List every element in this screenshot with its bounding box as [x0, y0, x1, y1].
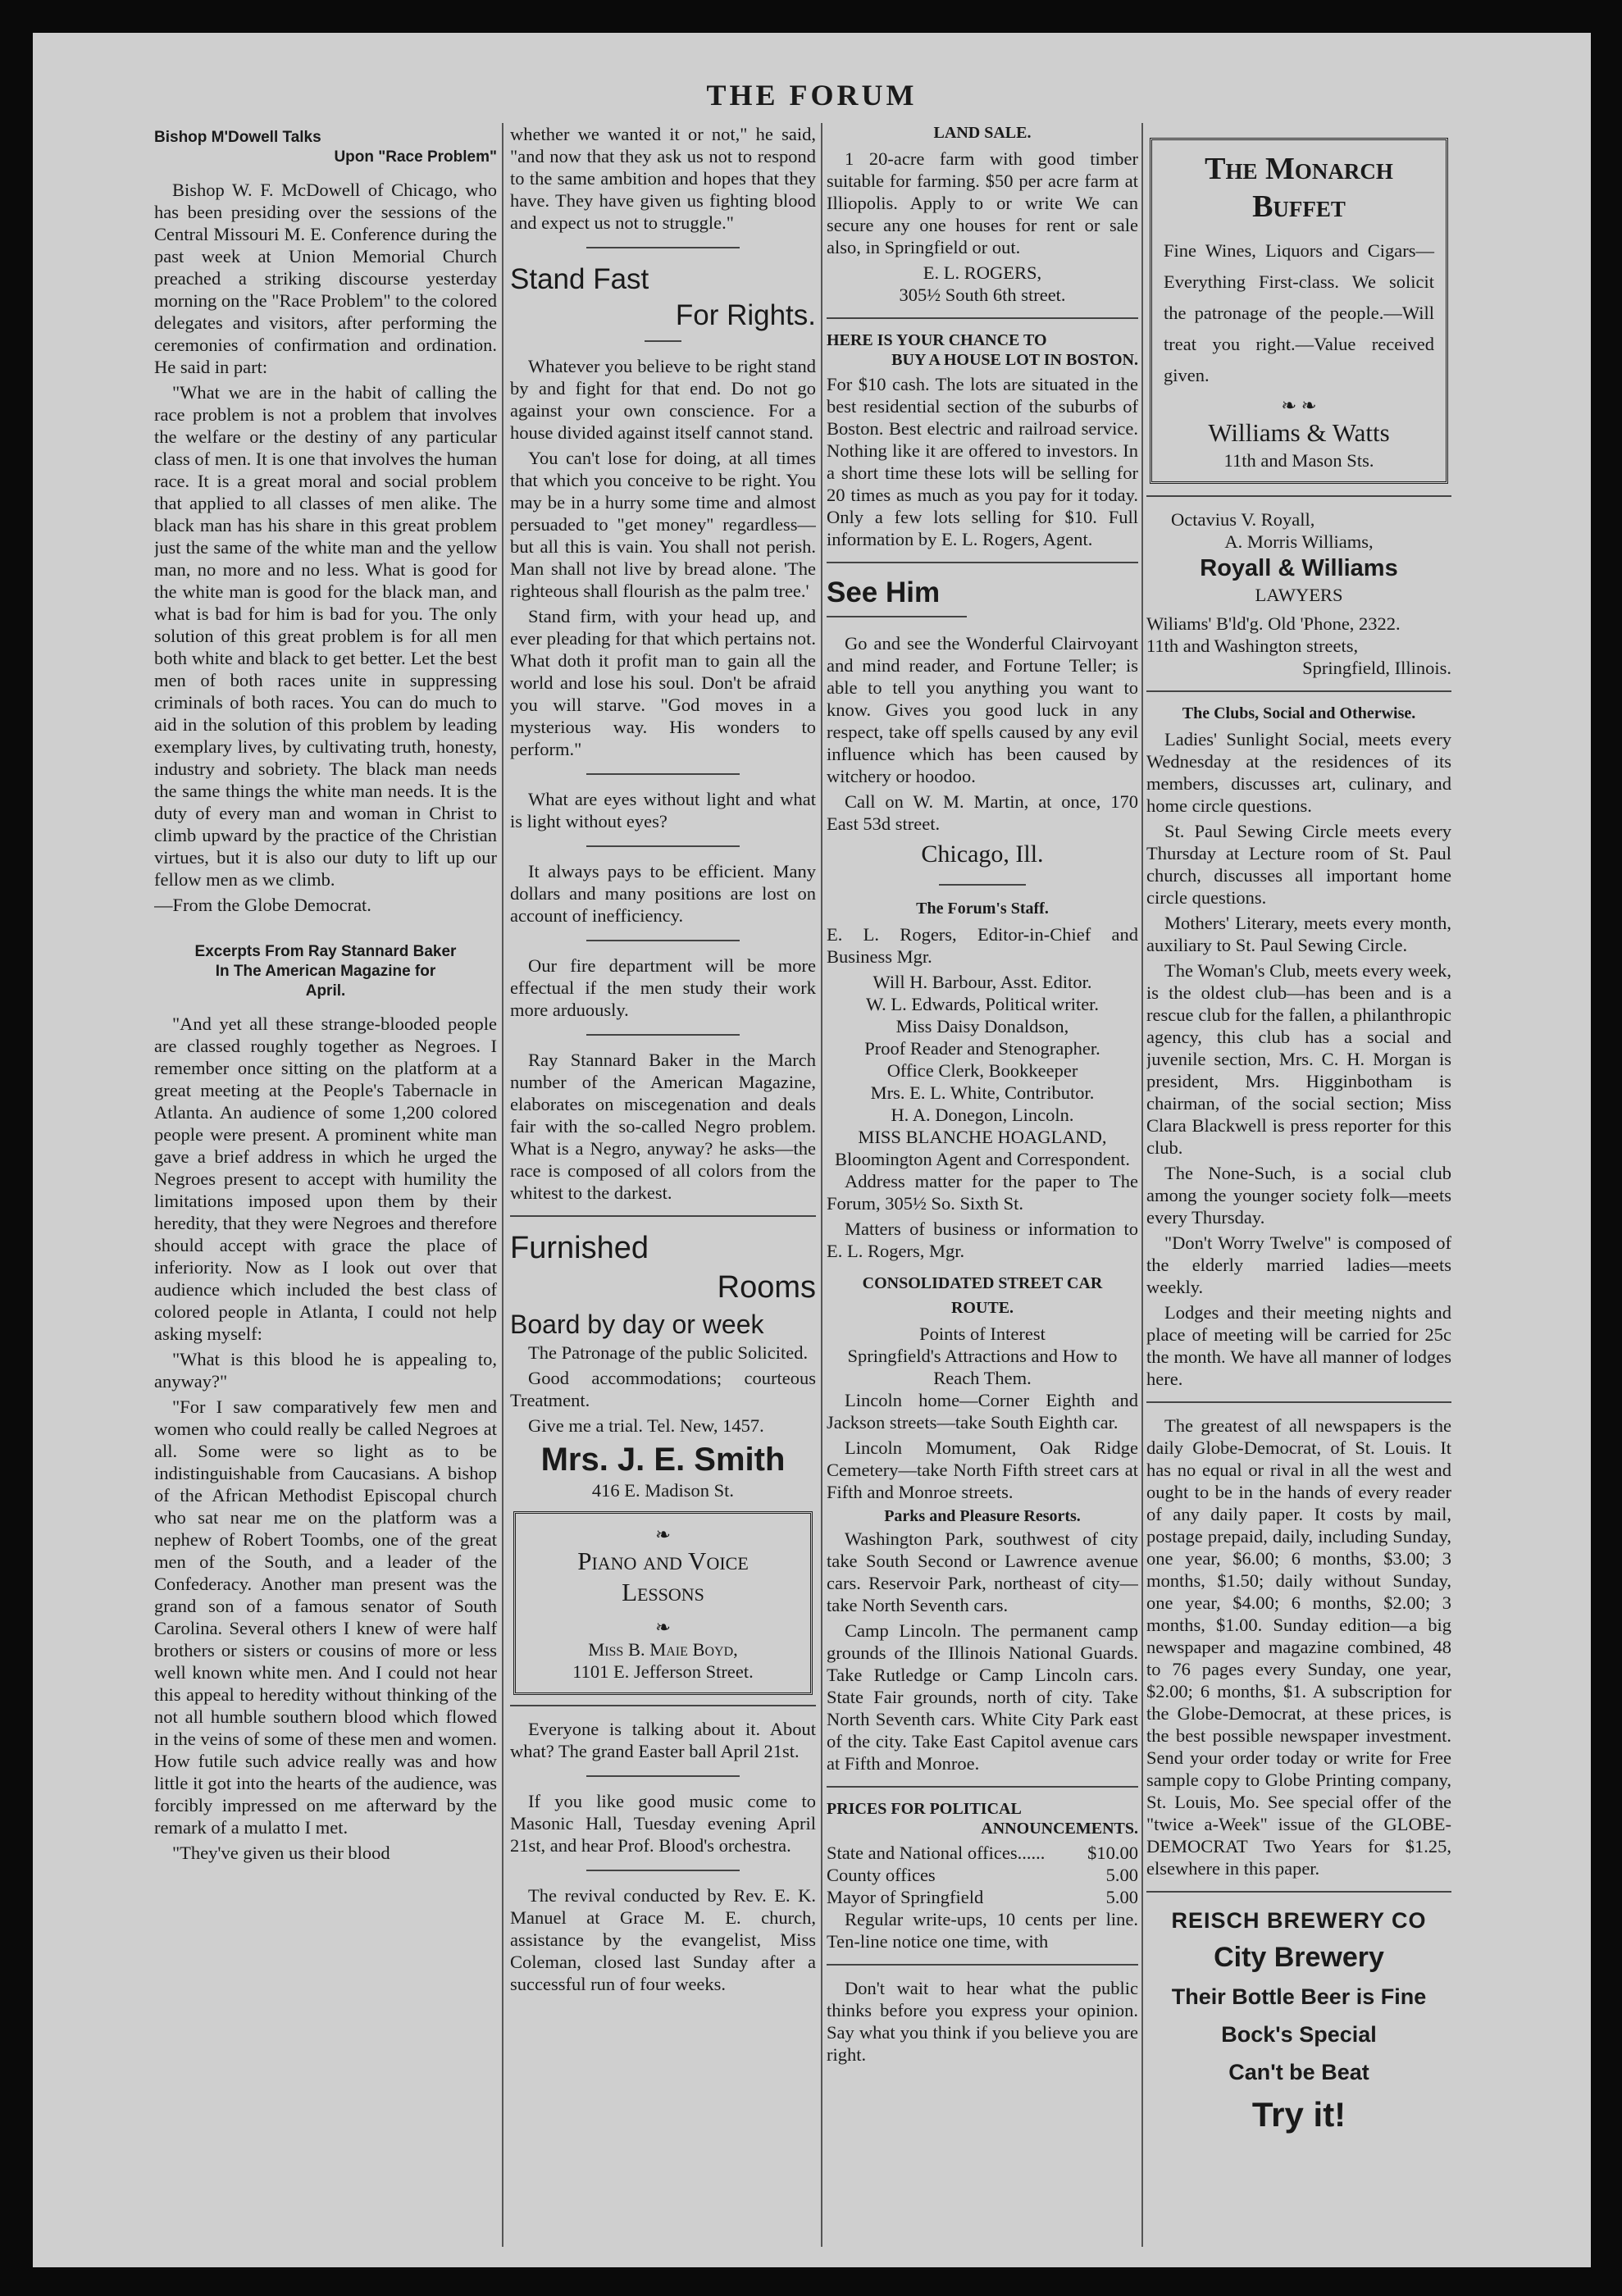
headline: PRICES FOR POLITICAL	[827, 1800, 1022, 1818]
ad-address: 1101 E. Jefferson Street.	[572, 1661, 754, 1682]
divider	[586, 247, 740, 248]
column-rule	[502, 123, 503, 2247]
divider	[586, 1775, 740, 1777]
article-paragraph: Whatever you believe to be right stand by and fight for that end. Do not go against your own conscience. For a house divided against itself cannot stand.	[510, 356, 816, 443]
firm-address: Springfield, Illinois.	[1302, 658, 1451, 678]
ad-signature: E. L. ROGERS,	[923, 262, 1042, 283]
club-entry: Ladies' Sunlight Social, meets every Wednesday at the residences of its members, discusses art, culinary, and home circle questions.	[1146, 729, 1451, 816]
divider	[586, 1870, 740, 1871]
monarch-buffet-ad	[1150, 138, 1448, 484]
club-entry: St. Paul Sewing Circle meets every Thursday at Lecture room of St. Paul church, discusses all important home circle questions.	[1146, 821, 1451, 908]
divider	[827, 616, 967, 617]
divider	[645, 340, 681, 342]
headline: BUY A HOUSE LOT IN BOSTON.	[891, 351, 1138, 369]
divider	[1146, 1891, 1451, 1893]
staff-entry: Office Clerk, Bookkeeper	[886, 1060, 1078, 1081]
lawyer-name: A. Morris Williams,	[1224, 531, 1374, 552]
ad-name: Miss B. Maie Boyd,	[588, 1639, 738, 1660]
staff-entry: W. L. Edwards, Political writer.	[865, 994, 1100, 1014]
headline: Bishop M'Dowell Talks	[154, 129, 321, 146]
headline: Upon "Race Problem"	[334, 148, 497, 166]
route-entry: Lincoln Momument, Oak Ridge Cemetery—take North Fifth street cars at Fifth and Monroe streets.	[827, 1437, 1138, 1502]
divider	[827, 317, 1138, 319]
firm-subtitle: LAWYERS	[1255, 585, 1343, 605]
piano-lessons-ad	[513, 1511, 813, 1695]
headline-for-rights: For Rights.	[675, 299, 816, 331]
subheading: Parks and Pleasure Resorts.	[884, 1507, 1081, 1525]
article-source: —From the Globe Democrat.	[154, 895, 371, 915]
price-value: 5.00	[1105, 1887, 1138, 1907]
divider	[510, 1705, 816, 1706]
divider	[1146, 1401, 1451, 1403]
ad-board: Board by day or week	[510, 1310, 764, 1339]
article-paragraph: "For I saw comparatively few men and women who could really be called Negroes at all. Some were so light as to be indistinguishable from Caucasians. A bishop of the African Methodist Episcopal church who sat near me on the platform was a nephew of Robert Toombs, one of the great men of the South, and a leader of the Confederacy. Another man present was the grand son of a famous senator of South Carolina. Several others I knew of were half brothers or sisters or cousins of more or less well known white men. And I could not hear this appeal to heredity without thinking of the not all humble southern blood which flowed in the veins of some of these men and women. How futile such advice really was and how little it got into the hearts of the audience, was forcibly impressed on me afterward by the remark of a mulatto I met.	[154, 1396, 497, 1838]
ad-name: Williams & Watts	[1208, 418, 1390, 447]
divider	[827, 1964, 1138, 1966]
newspaper-page	[33, 33, 1591, 2267]
divider	[827, 1786, 1138, 1788]
staff-entry: H. A. Donegon, Lincoln.	[891, 1105, 1074, 1125]
headline: The Forum's Staff.	[916, 900, 1049, 918]
price-row	[827, 1864, 1138, 1886]
ad-furnished: Furnished	[510, 1231, 649, 1265]
divider	[586, 1034, 740, 1036]
staff-entry: Bloomington Agent and Correspondent.	[835, 1149, 1130, 1169]
ad-title: Piano and Voice	[577, 1547, 749, 1575]
ad-signature: 305½ South 6th street.	[899, 285, 1066, 305]
headline-see-him: See Him	[827, 576, 941, 608]
column-3	[827, 123, 1138, 2247]
headline: The Clubs, Social and Otherwise.	[1182, 704, 1416, 722]
brewery-line: Their Bottle Beer is Fine	[1171, 1984, 1427, 2009]
club-entry: Mothers' Literary, meets every month, auxiliary to St. Paul Sewing Circle.	[1146, 913, 1451, 955]
ad-text: The Patronage of the public Solicited.	[528, 1342, 809, 1363]
divider	[586, 940, 740, 941]
local-note: If you like good music come to Masonic Hall, Tuesday evening April 21st, and hear Prof. Blood's orchestra.	[510, 1791, 816, 1856]
article-paragraph: Bishop W. F. McDowell of Chicago, who has been presiding over the sessions of the Central Missouri M. E. Conference during the past week at Union Memorial Church preached a striking discourse yesterday morning on the "Race Problem" to the colored delegates and visitors, after performing the ceremonies of confirmation and ordination. He said in part:	[154, 180, 497, 377]
editorial-note: Our fire department will be more effectual if the men study their work more arduously.	[510, 955, 816, 1020]
staff-entry: MISS BLANCHE HOAGLAND,	[858, 1127, 1107, 1147]
route-entry: Washington Park, southwest of city take South Second or Lawrence avenue cars. Reservoir Park, northeast of city—take North Seventh cars.	[827, 1528, 1138, 1615]
ad-text: Give me a trial. Tel. New, 1457.	[528, 1415, 764, 1436]
headline: In The American Magazine for	[215, 963, 436, 980]
column-4	[1146, 123, 1451, 2247]
headline: Excerpts From Ray Stannard Baker	[194, 943, 457, 960]
ad-city: Chicago, Ill.	[921, 840, 1044, 868]
local-note: The revival conducted by Rev. E. K. Manuel at Grace M. E. church, assistance by the evangelist, Miss Coleman, closed last Sunday after a successful run of four weeks.	[510, 1885, 816, 1994]
ad-title: Buffet	[1252, 189, 1346, 224]
staff-entry: E. L. Rogers, Editor-in-Chief and Business Mgr.	[827, 924, 1138, 967]
headline: CONSOLIDATED STREET CAR	[862, 1274, 1103, 1292]
divider	[586, 773, 740, 775]
ad-rooms: Rooms	[717, 1270, 816, 1305]
staff-entry: Will H. Barbour, Asst. Editor.	[873, 972, 1092, 992]
local-note: Everyone is talking about it. About what? The grand Easter ball April 21st.	[510, 1719, 816, 1761]
article-paragraph: "And yet all these strange-blooded people are classed roughly together as Negroes. I remember once sitting on the platform at a great meeting at the People's Tabernacle in Atlanta. An audience of some 1,200 colored people were present. A prominent white man gave a brief address in which he urged the Negroes present to accept with humility the limitations imposed upon them by their heredity, that they were Negroes and therefore should accept with grace the place of inferiority. Now as I look out over that audience which included the best class of colored people in Atlanta, I could not help asking myself:	[154, 1014, 497, 1344]
divider	[827, 562, 1138, 563]
headline: ANNOUNCEMENTS.	[981, 1820, 1138, 1838]
price-value: 5.00	[1105, 1865, 1138, 1885]
ad-text: Fine Wines, Liquors and Cigars—Everything First-class. We solicit the patronage of the people.—Will treat you right.—Value received given.	[1164, 240, 1434, 385]
editorial-note: Don't wait to hear what the public thinks before you express your opinion. Say what you think if you believe you are right.	[827, 1978, 1138, 2065]
staff-entry: Miss Daisy Donaldson,	[895, 1016, 1069, 1036]
club-entry: "Don't Worry Twelve" is composed of the elderly married ladies—meets weekly.	[1146, 1232, 1451, 1297]
brewery-name: REISCH BREWERY CO	[1171, 1908, 1427, 1933]
brewery-line: Bock's Special	[1221, 2022, 1377, 2047]
column-1	[154, 123, 497, 2247]
route-entry: Camp Lincoln. The permanent camp grounds of the Illinois National Guards. Take Rutledge or Camp Lincoln cars. State Fair grounds, north of city. Take North Seventh cars. White City Park east of the city. Take East Capitol avenue cars at Fifth and Monroe.	[827, 1620, 1138, 1774]
brewery-line: Can't be Beat	[1228, 2060, 1369, 2084]
ad-text: 1 20-acre farm with good timber suitable for farming. $50 per acre farm at Illiopolis. Apply to or write We can secure any one houses for rent or sale also, in Springfield or out.	[827, 148, 1138, 257]
subheading: Springfield's Attractions and How to Reach Them.	[847, 1346, 1118, 1388]
divider	[510, 1215, 816, 1217]
club-entry: Lodges and their meeting nights and place of meeting will be carried for 25c the month. We have all manner of lodges here.	[1146, 1302, 1451, 1389]
headline: April.	[305, 982, 346, 1000]
globe-democrat-ad: The greatest of all newspapers is the daily Globe-Democrat, of St. Louis. It has no equal or rival in all the west and ought to be in the hands of every reader of any daily paper. It costs by mail, postage prepaid, daily, including Sunday, one year, $6.00; 6 months, $3.00; 3 months, $1.50; daily without Sunday, one year, $4.00; 6 months, $2.00; 3 months, $1.00. Sunday edition—a big newspaper and magazine combined, 48 to 76 pages every Sunday, one year, $2.00; 6 months, $1. A subscription for the Globe-Democrat, at these prices, is the best possible newspaper investment. Send your order today or write for Free sample copy to Globe Printing company, St. Louis, Mo. See special offer of the "twice a-Week" issue of the GLOBE-DEMOCRAT Two Years for $1.25, elsewhere in this paper.	[1146, 1415, 1451, 1879]
club-entry: The Woman's Club, meets every week, is the oldest club—has been and is a rescue club for the fallen, a philanthropic agency, this club has a social and juvenile section, Mrs. C. H. Morgan is president, Mrs. Higginbotham is chairman, of the social section; Miss Clara Blackwell is press reporter for this club.	[1146, 960, 1451, 1158]
firm-name: Royall & Williams	[1200, 555, 1398, 581]
ornament-icon: ❧	[655, 1617, 671, 1638]
ad-title: The Monarch	[1205, 152, 1393, 186]
price-row	[827, 1886, 1138, 1908]
staff-entry: Proof Reader and Stenographer.	[864, 1038, 1100, 1059]
divider	[939, 884, 1026, 886]
price-label: Mayor of Springfield	[827, 1887, 984, 1907]
ad-title: Lessons	[622, 1578, 704, 1606]
article-paragraph: You can't lose for doing, at all times that which you conceive to be right. You may be in a hurry some time and almost persuaded to "get money" regardless—but all this is vain. You shall not perish. Man shall not live by bread alone. 'The righteous shall flourish as the palm tree.'	[510, 448, 816, 601]
firm-address: Wiliams' B'ld'g. Old 'Phone, 2322.	[1146, 613, 1401, 634]
subheading: Points of Interest	[919, 1323, 1046, 1344]
club-entry: The None-Such, is a social club among the younger society folk—meets every Thursday.	[1146, 1163, 1451, 1228]
price-label: State and National offices......	[827, 1843, 1046, 1863]
masthead: THE FORUM	[706, 79, 918, 112]
column-rule	[1141, 123, 1143, 2247]
ornament-icon: ❧ ❧	[1281, 395, 1317, 416]
article-paragraph: whether we wanted it or not," he said, "and now that they ask us not to respond to the same ambition and hopes that they have. They have given us fighting blood and expect us not to struggle."	[510, 124, 816, 233]
ad-name: Mrs. J. E. Smith	[540, 1442, 786, 1478]
lawyer-name: Octavius V. Royall,	[1171, 509, 1315, 530]
ad-address: 416 E. Madison St.	[591, 1480, 735, 1501]
article-paragraph: "What is this blood he is appealing to, anyway?"	[154, 1349, 497, 1392]
headline: LAND SALE.	[933, 124, 1032, 142]
headline: HERE IS YOUR CHANCE TO	[827, 331, 1047, 349]
editorial-note: It always pays to be efficient. Many dollars and many positions are lost on account of inefficiency.	[510, 861, 816, 926]
ad-text: Call on W. M. Martin, at once, 170 East 53d street.	[827, 791, 1138, 834]
article-paragraph: Stand firm, with your head up, and ever pleading for that which pertains not. What doth it profit man to gain all the world and lose his soul. Don't be afraid you will starve. "God moves in a mysterious way. His wonders to perform."	[510, 606, 816, 759]
divider	[1146, 690, 1451, 692]
headline: ROUTE.	[950, 1299, 1014, 1317]
column-rule	[821, 123, 822, 2247]
firm-address: 11th and Washington streets,	[1146, 636, 1359, 656]
divider	[586, 845, 740, 847]
staff-entry: Matters of business or information to E. L. Rogers, Mgr.	[827, 1219, 1138, 1261]
ornament-icon: ❧	[655, 1524, 671, 1545]
brewery-line: Try it!	[1251, 2095, 1346, 2134]
headline-stand-fast: Stand Fast	[510, 263, 649, 295]
ad-text: For $10 cash. The lots are situated in the best residential section of the suburbs of Boston. Best electric and railroad service. Nothing like it are offered to investors. In a short time these lots will be selling for 20 times as much as you pay for it today. Only a few lots selling for $10. Full information by E. L. Rogers, Agent.	[827, 374, 1138, 549]
route-entry: Lincoln home—Corner Eighth and Jackson streets—take South Eighth car.	[827, 1390, 1138, 1433]
column-2	[510, 123, 816, 2247]
price-value: $10.00	[1087, 1843, 1138, 1863]
article-paragraph: "What we are in the habit of calling the race problem is not a problem that involves the welfare or the destiny of any particular class of men. It is one that involves the human race. It is a great moral and social problem that applied to all classes of men alike. The black man has his share in this great problem just the same of the white man and the yellow man, no more and no less. What is good for the white man is good for the black man, and what is bad for him is bad for you. The only solution of this great problem is for all men both white and black to get better. Let the best men of both races unite in suppressing criminals of both races. You can do much to aid in the solution of this problem by leading exemplary lives, by cultivating truth, honesty, industry and sobriety. The black man needs the same things the white man needs. It is the duty of every man and woman in Christ to climb upward by the practice of the Christian virtues, but it is also our duty to lift up our fellow men as we climb.	[154, 382, 497, 890]
brewery-line: City Brewery	[1214, 1942, 1384, 1973]
price-row	[827, 1842, 1138, 1864]
ad-address: 11th and Mason Sts.	[1223, 450, 1374, 471]
price-label: County offices	[827, 1865, 936, 1885]
divider	[1146, 495, 1451, 497]
ad-text: Good accommodations; courteous Treatment.	[510, 1368, 816, 1410]
article-paragraph: "They've given us their blood	[172, 1843, 390, 1863]
ad-text: Go and see the Wonderful Clairvoyant and mind reader, and Fortune Teller; is able to tell you anything you want to know. Gives you good luck in any respect, take off spells caused by any evil influence which has been caused by witchery or hoodoo.	[827, 633, 1138, 786]
ad-text: Regular write-ups, 10 cents per line. Ten-line notice one time, with	[827, 1909, 1138, 1952]
staff-entry: Mrs. E. L. White, Contributor.	[870, 1082, 1095, 1103]
editorial-note: What are eyes without light and what is light without eyes?	[510, 789, 816, 831]
price-list	[827, 1842, 1138, 1908]
editorial-note: Ray Stannard Baker in the March number of the American Magazine, elaborates on miscegenation and deals fair with the so-called Negro problem. What is a Negro, anyway? he asks—the race is composed of all colors from the whitest to the darkest.	[510, 1050, 816, 1203]
staff-entry: Address matter for the paper to The Forum, 305½ So. Sixth St.	[827, 1171, 1138, 1214]
